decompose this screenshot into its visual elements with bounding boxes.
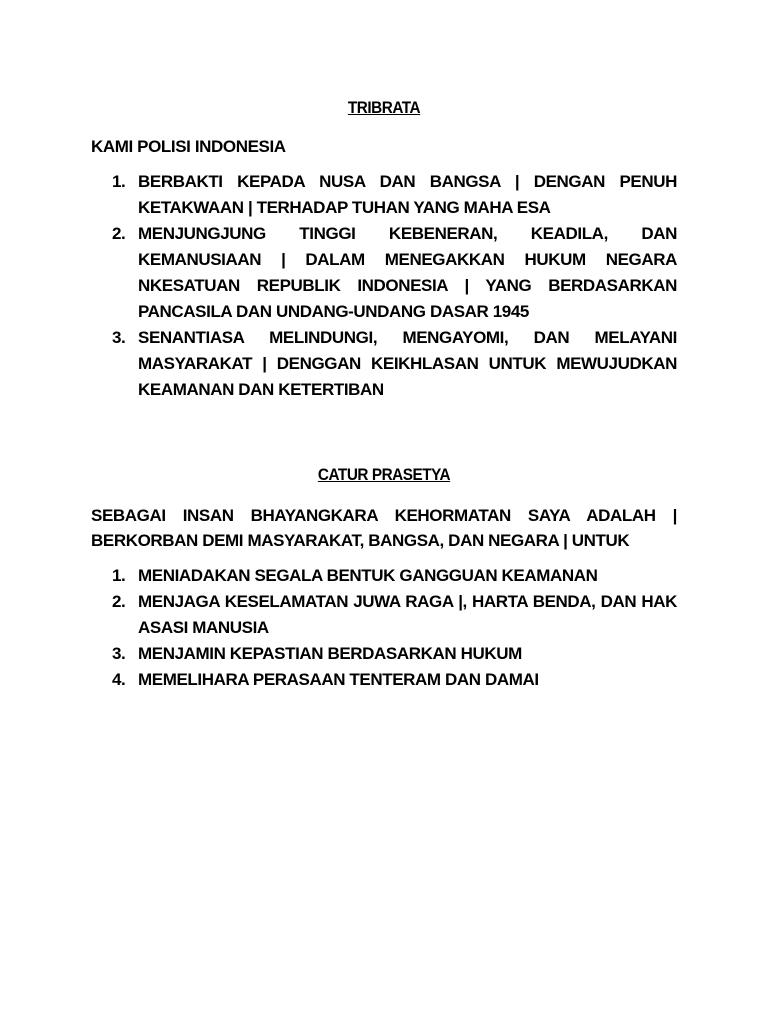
list-item [91, 641, 677, 667]
list-item [91, 667, 677, 693]
catur-prasetya-list [91, 563, 677, 693]
list-item-number: 4. [112, 670, 126, 689]
tribrata-list [91, 169, 677, 403]
document-page [91, 0, 677, 693]
list-item-text: MENIADAKAN SEGALA BENTUK GANGGUAN KEAMANAN [138, 566, 598, 585]
catur-prasetya-title: CATUR PRASETYA [317, 465, 451, 484]
list-item-text: MENJUNGJUNG TINGGI KEBENERAN, KEADILA, DAN KEMANUSIAAN | DALAM MENEGAKKAN HUKUM NEGARA NKESATUAN REPUBLIK INDONESIA | YANG BERDASARKAN PANCASILA DAN UNDANG-UNDANG DASAR 1945 [138, 224, 677, 321]
list-item [91, 325, 677, 403]
list-item-number: 3. [112, 644, 126, 663]
list-item-text: MENJAGA KESELAMATAN JUWA RAGA |, HARTA BENDA, DAN HAK ASASI MANUSIA [138, 592, 677, 637]
list-item [91, 589, 677, 641]
list-item-text: MEMELIHARA PERASAAN TENTERAM DAN DAMAI [138, 670, 539, 689]
list-item-number: 2. [112, 592, 126, 611]
list-item [91, 563, 677, 589]
list-item-text: SENANTIASA MELINDUNGI, MENGAYOMI, DAN MELAYANI MASYARAKAT | DENGGAN KEIKHLASAN UNTUK MEWUJUDKAN KEAMANAN DAN KETERTIBAN [138, 328, 677, 399]
list-item [91, 221, 677, 325]
list-item-number: 2. [112, 224, 126, 243]
list-item-number: 1. [112, 172, 126, 191]
tribrata-intro: KAMI POLISI INDONESIA [91, 137, 286, 156]
list-item [91, 169, 677, 221]
list-item-text: BERBAKTI KEPADA NUSA DAN BANGSA | DENGAN PENUH KETAKWAAN | TERHADAP TUHAN YANG MAHA ESA [138, 172, 677, 217]
list-item-number: 3. [112, 328, 126, 347]
tribrata-title: TRIBRATA [347, 98, 421, 117]
list-item-text: MENJAMIN KEPASTIAN BERDASARKAN HUKUM [138, 644, 522, 663]
catur-prasetya-intro: SEBAGAI INSAN BHAYANGKARA KEHORMATAN SAYA ADALAH | BERKORBAN DEMI MASYARAKAT, BANGSA, DAN NEGARA | UNTUK [91, 506, 677, 550]
list-item-number: 1. [112, 566, 126, 585]
